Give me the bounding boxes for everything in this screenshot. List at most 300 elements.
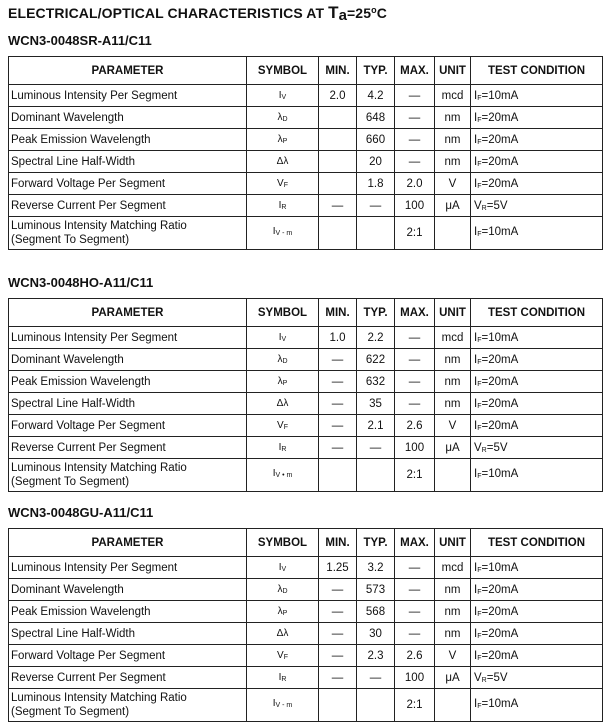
parameter-cell <box>9 129 247 151</box>
unit-cell: mcd <box>435 327 471 349</box>
symbol-cell <box>247 173 319 195</box>
condition-symbol: I <box>474 467 478 480</box>
parameter-cell <box>9 459 247 492</box>
min-cell: — <box>319 667 357 689</box>
condition-symbol: I <box>474 353 478 366</box>
symbol-text: I <box>278 90 282 101</box>
table-row <box>9 217 603 250</box>
condition-symbol: I <box>474 419 478 432</box>
symbol-text: I <box>272 226 276 237</box>
unit-cell: mcd <box>435 557 471 579</box>
parameter-text: Reverse Current Per Segment <box>11 199 166 212</box>
condition-value: =20mA <box>481 111 519 124</box>
symbol-subscript: P <box>282 610 288 617</box>
test-condition-cell <box>471 689 603 722</box>
test-condition-cell <box>471 107 603 129</box>
section-title-gu: WCN3-0048GU-A11/C11 <box>8 505 154 520</box>
min-cell: — <box>319 645 357 667</box>
title-ta-sub: a <box>338 7 348 24</box>
test-condition-cell <box>471 667 603 689</box>
symbol-cell <box>247 645 319 667</box>
min-cell <box>319 151 357 173</box>
column-header: MIN. <box>319 529 357 557</box>
parameter-cell <box>9 601 247 623</box>
parameter-text: Dominant Wavelength <box>11 353 124 366</box>
column-header: TEST CONDITION <box>471 299 603 327</box>
typ-cell: 2.2 <box>357 327 395 349</box>
condition-subscript: F <box>477 182 482 190</box>
max-cell: 100 <box>395 437 435 459</box>
parameter-text: Forward Voltage Per Segment <box>11 419 166 432</box>
parameter-text: Luminous Intensity Matching Ratio <box>11 692 187 704</box>
typ-cell: 30 <box>357 623 395 645</box>
condition-subscript: F <box>477 160 482 168</box>
parameter-cell <box>9 107 247 129</box>
parameter-text: Peak Emission Wavelength <box>11 605 151 618</box>
min-cell: 1.25 <box>319 557 357 579</box>
typ-cell: 568 <box>357 601 395 623</box>
condition-subscript: F <box>477 358 482 366</box>
parameter-cell <box>9 173 247 195</box>
test-condition-cell <box>471 459 603 492</box>
condition-symbol: I <box>474 133 478 146</box>
min-cell: — <box>319 623 357 645</box>
condition-subscript: F <box>477 472 482 480</box>
parameter-cell <box>9 689 247 722</box>
typ-cell: 648 <box>357 107 395 129</box>
parameter-cell <box>9 667 247 689</box>
parameter-cell <box>9 151 247 173</box>
condition-subscript: F <box>477 230 482 238</box>
table-row <box>9 195 603 217</box>
table-row <box>9 129 603 151</box>
typ-cell: 2.1 <box>357 415 395 437</box>
parameter-cell <box>9 349 247 371</box>
condition-symbol: I <box>474 583 478 596</box>
symbol-text: Δλ <box>276 156 289 167</box>
unit-cell <box>435 459 471 492</box>
parameter-text: Reverse Current Per Segment <box>11 441 166 454</box>
symbol-subscript: V <box>281 94 287 101</box>
parameter-text: Forward Voltage Per Segment <box>11 177 166 190</box>
min-cell <box>319 129 357 151</box>
max-cell: 100 <box>395 195 435 217</box>
condition-value: =20mA <box>481 155 519 168</box>
condition-symbol: I <box>474 375 478 388</box>
max-cell: — <box>395 349 435 371</box>
symbol-text: λ <box>277 376 283 387</box>
unit-cell: nm <box>435 393 471 415</box>
symbol-text: Δλ <box>276 628 289 639</box>
page-title <box>8 3 387 24</box>
symbol-subscript: P <box>282 380 288 387</box>
condition-symbol: I <box>474 561 478 574</box>
typ-cell: 4.2 <box>357 85 395 107</box>
parameter-text: Luminous Intensity Per Segment <box>11 331 178 344</box>
symbol-text: V <box>277 420 284 431</box>
max-cell: — <box>395 579 435 601</box>
condition-value: =20mA <box>481 353 519 366</box>
section-title-ho: WCN3-0048HO-A11/C11 <box>8 275 154 290</box>
unit-cell: nm <box>435 107 471 129</box>
typ-cell: 2.3 <box>357 645 395 667</box>
condition-value: =20mA <box>481 375 519 388</box>
column-header: TYP. <box>357 299 395 327</box>
column-header: TEST CONDITION <box>471 529 603 557</box>
unit-cell: V <box>435 173 471 195</box>
symbol-subscript: D <box>282 116 288 123</box>
condition-symbol: I <box>474 605 478 618</box>
symbol-text: I <box>278 562 282 573</box>
min-cell <box>319 689 357 722</box>
unit-cell: μA <box>435 667 471 689</box>
typ-cell: 1.8 <box>357 173 395 195</box>
column-header: TEST CONDITION <box>471 57 603 85</box>
parameter-text: Spectral Line Half-Width <box>11 627 135 640</box>
condition-value: =10mA <box>481 89 519 102</box>
table-row <box>9 579 603 601</box>
unit-cell: nm <box>435 129 471 151</box>
parameter-cell <box>9 437 247 459</box>
max-cell: 2:1 <box>395 459 435 492</box>
parameter-text-line2: (Segment To Segment) <box>11 706 130 718</box>
symbol-text: λ <box>277 354 283 365</box>
table-row <box>9 415 603 437</box>
condition-symbol: I <box>474 89 478 102</box>
table-row <box>9 327 603 349</box>
symbol-text: λ <box>277 112 283 123</box>
parameter-cell <box>9 579 247 601</box>
unit-cell: nm <box>435 601 471 623</box>
symbol-cell <box>247 371 319 393</box>
table-row <box>9 437 603 459</box>
typ-cell: 20 <box>357 151 395 173</box>
parameter-cell <box>9 217 247 250</box>
table-row <box>9 645 603 667</box>
symbol-cell <box>247 327 319 349</box>
max-cell: 2:1 <box>395 689 435 722</box>
test-condition-cell <box>471 151 603 173</box>
column-header: TYP. <box>357 529 395 557</box>
parameter-text: Luminous Intensity Matching Ratio <box>11 462 187 474</box>
condition-value: =5V <box>486 671 508 684</box>
parameter-cell <box>9 327 247 349</box>
parameter-cell <box>9 623 247 645</box>
table-row <box>9 349 603 371</box>
condition-symbol: I <box>474 225 478 238</box>
symbol-subscript: V - m <box>275 702 293 709</box>
min-cell <box>319 107 357 129</box>
symbol-text: V <box>277 650 284 661</box>
condition-subscript: F <box>477 632 482 640</box>
max-cell: 100 <box>395 667 435 689</box>
condition-symbol: I <box>474 111 478 124</box>
symbol-cell <box>247 601 319 623</box>
typ-cell: 632 <box>357 371 395 393</box>
parameter-text: Spectral Line Half-Width <box>11 397 135 410</box>
test-condition-cell <box>471 217 603 250</box>
min-cell: — <box>319 195 357 217</box>
section-title-sr: WCN3-0048SR-A11/C11 <box>8 33 152 48</box>
condition-value: =20mA <box>481 649 519 662</box>
test-condition-cell <box>471 85 603 107</box>
symbol-text: I <box>272 698 276 709</box>
parameter-text: Luminous Intensity Per Segment <box>11 561 178 574</box>
parameter-cell <box>9 195 247 217</box>
symbol-subscript: F <box>283 654 288 661</box>
symbol-subscript: V - m <box>275 230 293 237</box>
symbol-text: λ <box>277 584 283 595</box>
column-header: PARAMETER <box>9 299 247 327</box>
parameter-text: Peak Emission Wavelength <box>11 375 151 388</box>
title-unit: C <box>376 5 387 21</box>
column-header: SYMBOL <box>247 299 319 327</box>
symbol-text: I <box>278 332 282 343</box>
condition-value: =20mA <box>481 583 519 596</box>
spec-table-gu <box>8 528 603 722</box>
max-cell: — <box>395 327 435 349</box>
table-header-row <box>9 299 603 327</box>
table-row <box>9 371 603 393</box>
symbol-cell <box>247 557 319 579</box>
symbol-text: λ <box>277 134 283 145</box>
symbol-cell <box>247 393 319 415</box>
max-cell: — <box>395 107 435 129</box>
condition-symbol: I <box>474 155 478 168</box>
symbol-subscript: R <box>281 446 287 453</box>
max-cell: — <box>395 623 435 645</box>
condition-subscript: F <box>477 380 482 388</box>
condition-value: =5V <box>486 441 508 454</box>
symbol-subscript: D <box>282 588 288 595</box>
min-cell <box>319 217 357 250</box>
symbol-subscript: D <box>282 358 288 365</box>
test-condition-cell <box>471 393 603 415</box>
parameter-text: Luminous Intensity Matching Ratio <box>11 220 187 232</box>
unit-cell: mcd <box>435 85 471 107</box>
column-header: MIN. <box>319 57 357 85</box>
symbol-text: V <box>277 178 284 189</box>
table-row <box>9 459 603 492</box>
title-eq: =25 <box>347 5 372 21</box>
symbol-subscript: F <box>283 424 288 431</box>
condition-subscript: R <box>481 204 487 212</box>
symbol-cell <box>247 667 319 689</box>
typ-cell: 660 <box>357 129 395 151</box>
test-condition-cell <box>471 349 603 371</box>
unit-cell <box>435 217 471 250</box>
symbol-subscript: R <box>281 204 287 211</box>
min-cell: 1.0 <box>319 327 357 349</box>
condition-value: =10mA <box>481 561 519 574</box>
table-row <box>9 173 603 195</box>
column-header: PARAMETER <box>9 529 247 557</box>
symbol-subscript: F <box>283 182 288 189</box>
unit-cell: nm <box>435 623 471 645</box>
table-row <box>9 623 603 645</box>
unit-cell: nm <box>435 371 471 393</box>
unit-cell: nm <box>435 579 471 601</box>
condition-subscript: F <box>477 566 482 574</box>
symbol-cell <box>247 107 319 129</box>
test-condition-cell <box>471 645 603 667</box>
condition-symbol: I <box>474 397 478 410</box>
table-header-row <box>9 57 603 85</box>
condition-value: =10mA <box>481 697 519 710</box>
table-row <box>9 107 603 129</box>
condition-subscript: F <box>477 702 482 710</box>
condition-value: =10mA <box>481 467 519 480</box>
typ-cell: 35 <box>357 393 395 415</box>
min-cell: — <box>319 579 357 601</box>
condition-subscript: F <box>477 588 482 596</box>
condition-subscript: F <box>477 654 482 662</box>
max-cell: — <box>395 557 435 579</box>
unit-cell: nm <box>435 151 471 173</box>
table-row <box>9 601 603 623</box>
symbol-cell <box>247 195 319 217</box>
unit-cell: V <box>435 415 471 437</box>
unit-cell: V <box>435 645 471 667</box>
column-header: MAX. <box>395 299 435 327</box>
test-condition-cell <box>471 579 603 601</box>
condition-symbol: I <box>474 177 478 190</box>
symbol-cell <box>247 349 319 371</box>
parameter-text: Peak Emission Wavelength <box>11 133 151 146</box>
min-cell: 2.0 <box>319 85 357 107</box>
condition-subscript: F <box>477 424 482 432</box>
max-cell: 2.0 <box>395 173 435 195</box>
unit-cell <box>435 689 471 722</box>
condition-subscript: F <box>477 336 482 344</box>
condition-value: =20mA <box>481 605 519 618</box>
condition-value: =10mA <box>481 225 519 238</box>
condition-value: =5V <box>486 199 508 212</box>
parameter-text: Forward Voltage Per Segment <box>11 649 166 662</box>
test-condition-cell <box>471 327 603 349</box>
column-header: MAX. <box>395 57 435 85</box>
symbol-cell <box>247 437 319 459</box>
typ-cell: — <box>357 437 395 459</box>
symbol-text: Δλ <box>276 398 289 409</box>
condition-subscript: F <box>477 116 482 124</box>
condition-symbol: I <box>474 331 478 344</box>
table-row <box>9 667 603 689</box>
condition-symbol: V <box>474 441 482 454</box>
typ-cell <box>357 689 395 722</box>
title-text: ELECTRICAL/OPTICAL CHARACTERISTICS AT <box>8 5 329 21</box>
unit-cell: μA <box>435 437 471 459</box>
test-condition-cell <box>471 195 603 217</box>
condition-value: =20mA <box>481 627 519 640</box>
symbol-subscript: V <box>281 336 287 343</box>
parameter-cell <box>9 645 247 667</box>
column-header: MIN. <box>319 299 357 327</box>
condition-subscript: R <box>481 446 487 454</box>
parameter-cell <box>9 85 247 107</box>
condition-symbol: I <box>474 649 478 662</box>
condition-subscript: F <box>477 402 482 410</box>
min-cell: — <box>319 437 357 459</box>
symbol-cell <box>247 415 319 437</box>
symbol-text: λ <box>277 606 283 617</box>
typ-cell: 3.2 <box>357 557 395 579</box>
symbol-cell <box>247 129 319 151</box>
condition-subscript: F <box>477 138 482 146</box>
spec-table-sr <box>8 56 603 250</box>
test-condition-cell <box>471 415 603 437</box>
max-cell: 2:1 <box>395 217 435 250</box>
parameter-text-line2: (Segment To Segment) <box>11 234 130 246</box>
min-cell: — <box>319 601 357 623</box>
column-header: MAX. <box>395 529 435 557</box>
symbol-cell <box>247 579 319 601</box>
max-cell: — <box>395 393 435 415</box>
parameter-text: Dominant Wavelength <box>11 111 124 124</box>
test-condition-cell <box>471 173 603 195</box>
parameter-text: Luminous Intensity Per Segment <box>11 89 178 102</box>
spec-table-ho <box>8 298 603 492</box>
condition-symbol: V <box>474 671 482 684</box>
condition-symbol: V <box>474 199 482 212</box>
column-header: SYMBOL <box>247 57 319 85</box>
title-degree: o <box>371 5 377 15</box>
test-condition-cell <box>471 129 603 151</box>
condition-symbol: I <box>474 627 478 640</box>
min-cell: — <box>319 371 357 393</box>
parameter-cell <box>9 557 247 579</box>
parameter-cell <box>9 393 247 415</box>
test-condition-cell <box>471 437 603 459</box>
min-cell: — <box>319 349 357 371</box>
min-cell: — <box>319 393 357 415</box>
condition-subscript: R <box>481 676 487 684</box>
condition-value: =20mA <box>481 133 519 146</box>
typ-cell: — <box>357 195 395 217</box>
symbol-cell <box>247 217 319 250</box>
table-row <box>9 557 603 579</box>
typ-cell: 622 <box>357 349 395 371</box>
test-condition-cell <box>471 601 603 623</box>
typ-cell: — <box>357 667 395 689</box>
symbol-text: I <box>272 468 276 479</box>
typ-cell: 573 <box>357 579 395 601</box>
min-cell <box>319 459 357 492</box>
condition-subscript: F <box>477 610 482 618</box>
symbol-cell <box>247 151 319 173</box>
min-cell: — <box>319 415 357 437</box>
table-row <box>9 689 603 722</box>
condition-value: =20mA <box>481 177 519 190</box>
typ-cell <box>357 459 395 492</box>
max-cell: 2.6 <box>395 415 435 437</box>
column-header: UNIT <box>435 299 471 327</box>
column-header: UNIT <box>435 529 471 557</box>
typ-cell <box>357 217 395 250</box>
unit-cell: μA <box>435 195 471 217</box>
test-condition-cell <box>471 557 603 579</box>
parameter-text: Dominant Wavelength <box>11 583 124 596</box>
symbol-cell <box>247 623 319 645</box>
table-row <box>9 85 603 107</box>
parameter-text: Spectral Line Half-Width <box>11 155 135 168</box>
condition-value: =20mA <box>481 419 519 432</box>
symbol-cell <box>247 459 319 492</box>
column-header: TYP. <box>357 57 395 85</box>
parameter-cell <box>9 415 247 437</box>
symbol-cell <box>247 85 319 107</box>
condition-value: =20mA <box>481 397 519 410</box>
